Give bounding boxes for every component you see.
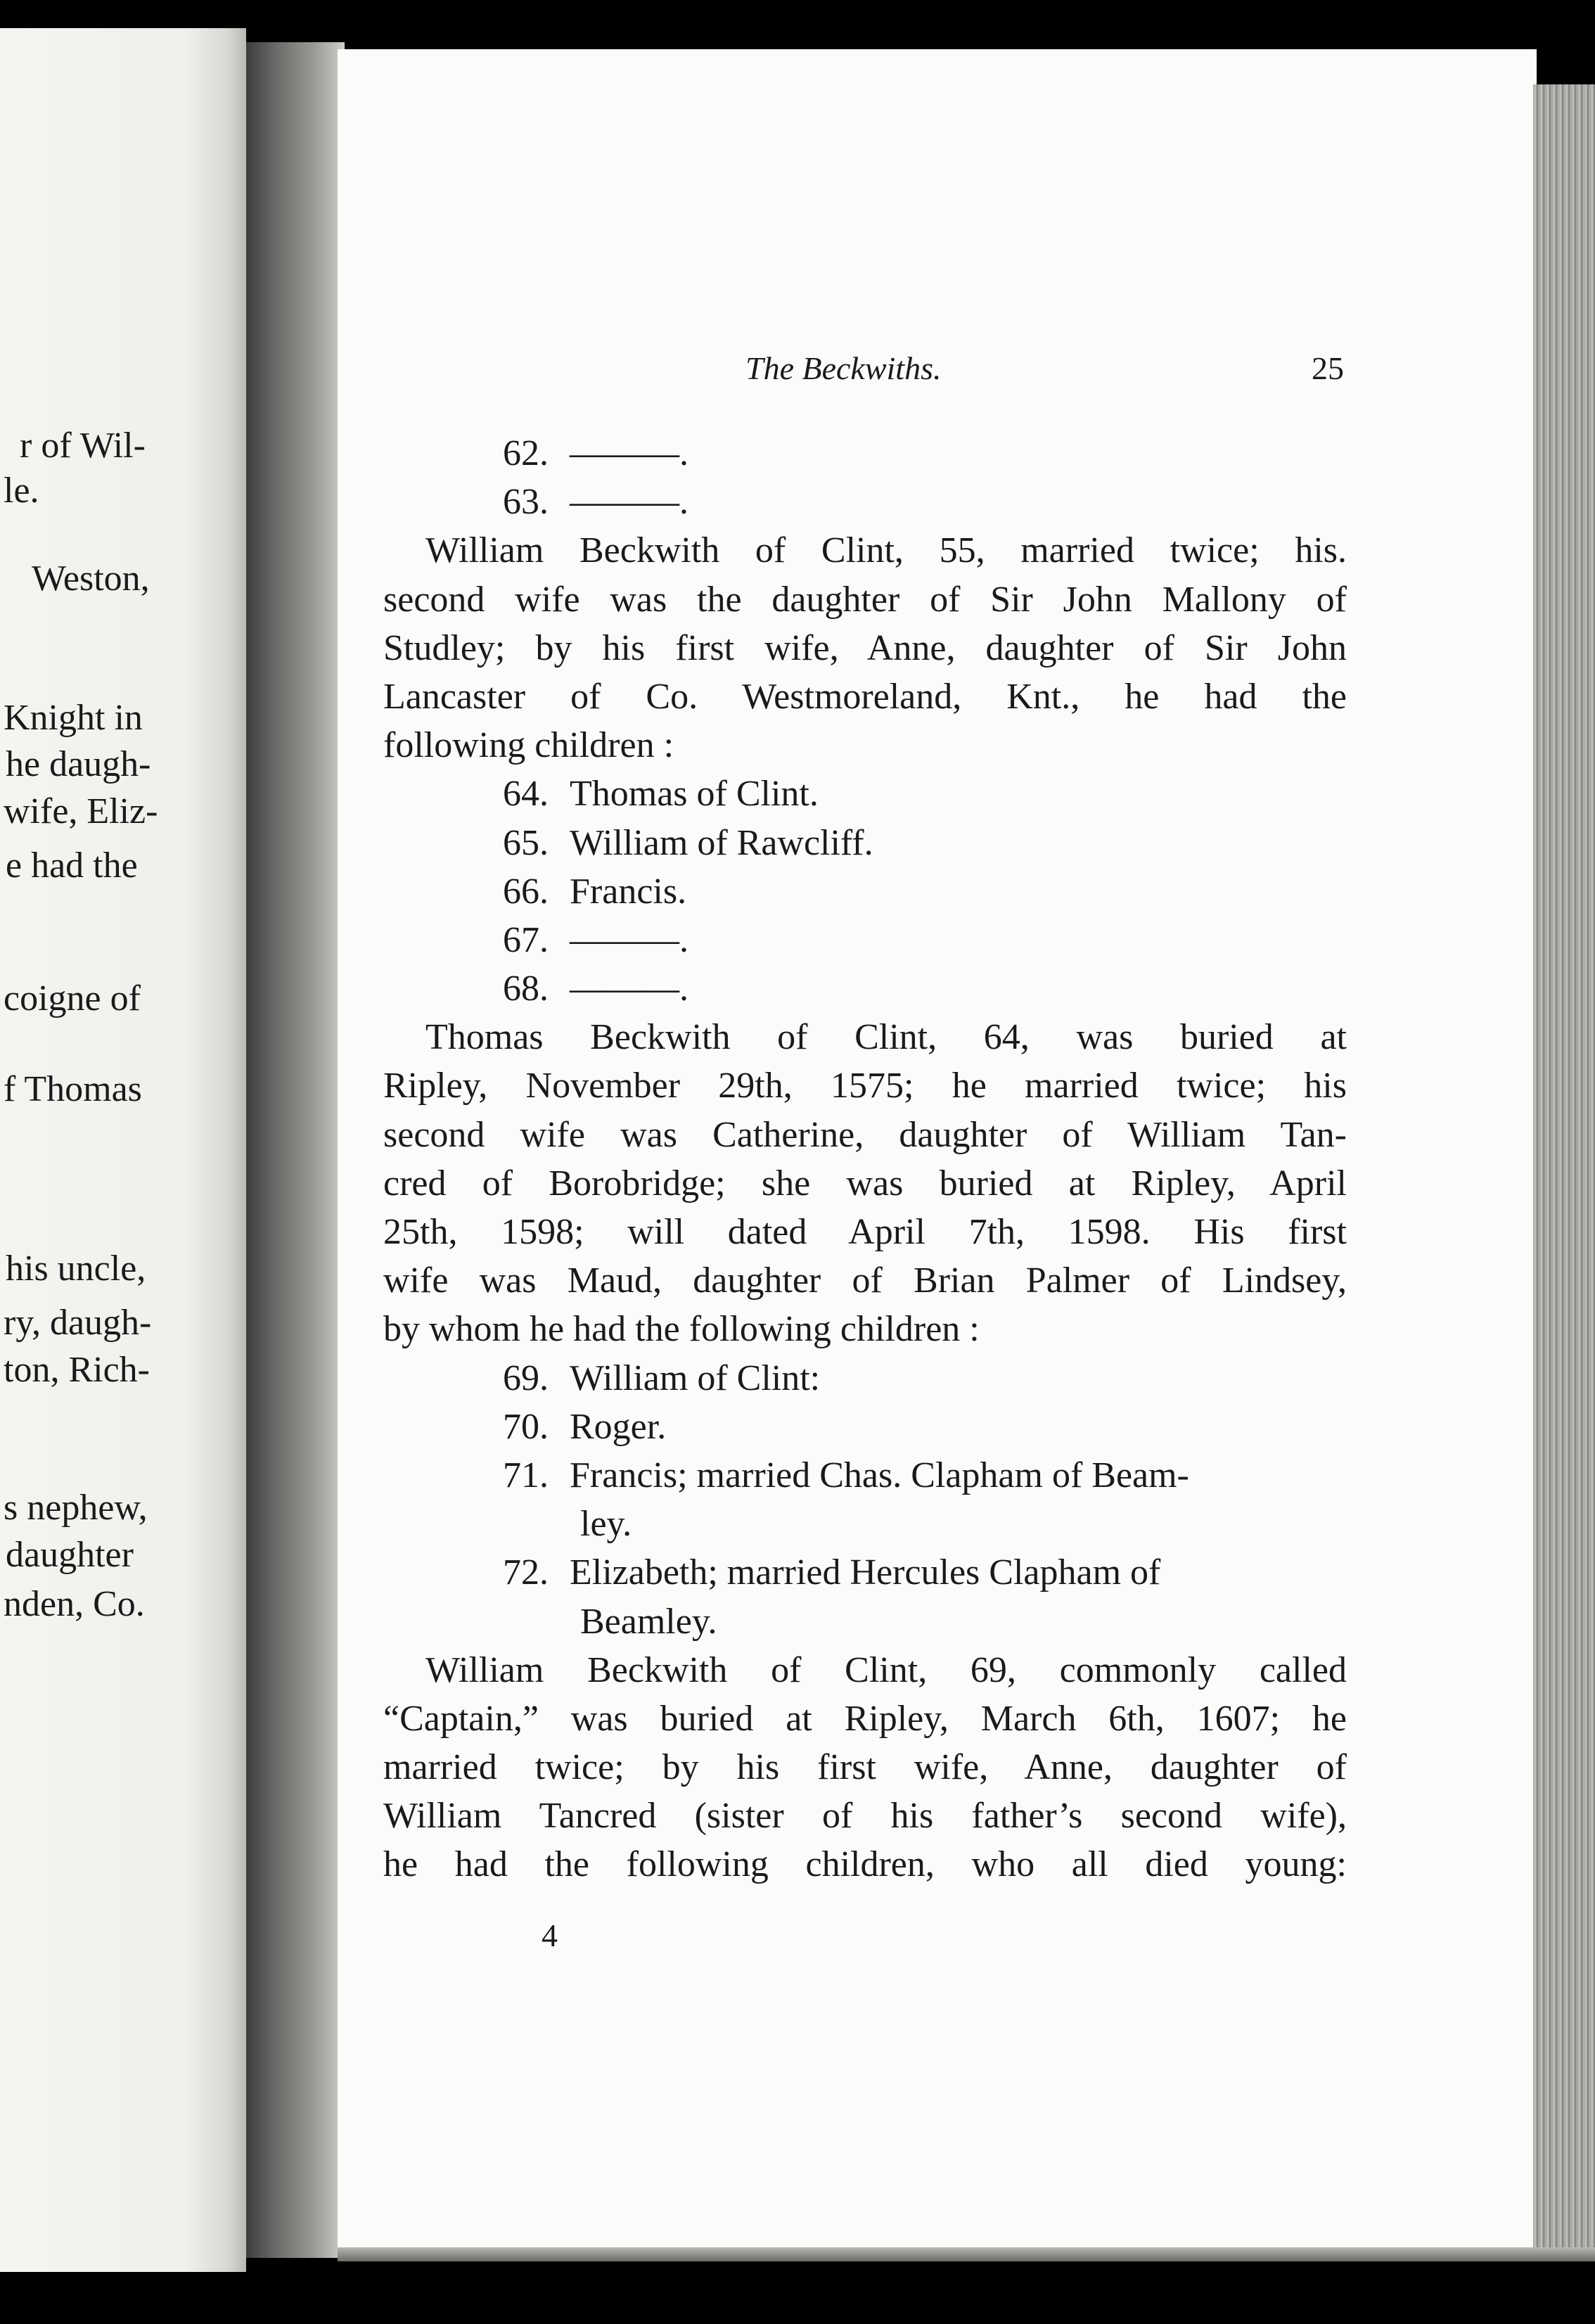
- entry-number: 65.: [503, 822, 549, 863]
- left-page-line: le.: [4, 471, 39, 511]
- left-page-line: daughter: [6, 1535, 134, 1575]
- left-facing-page: [0, 28, 246, 2272]
- left-page-line: his uncle,: [6, 1249, 146, 1289]
- entry-text: William of Clint:: [570, 1358, 821, 1398]
- entry-text: ———.: [570, 433, 688, 473]
- left-page-line: ry, daugh-: [4, 1303, 152, 1343]
- book-gutter: [246, 42, 345, 2258]
- entry-text: Roger.: [570, 1406, 667, 1447]
- left-page-line: nden, Co.: [4, 1584, 145, 1624]
- paragraph-line: second wife was Catherine, daughter of William Tan-: [383, 1114, 1347, 1155]
- entry-text: Francis; married Chas. Clapham of Beam-: [570, 1455, 1189, 1495]
- paragraph-line: “Captain,” was buried at Ripley, March 6th, 1607; he: [383, 1698, 1347, 1739]
- left-page-line: e had the: [6, 845, 138, 886]
- entry-number: 72.: [503, 1552, 549, 1593]
- list-item: [383, 1354, 1347, 1403]
- entry-text: Francis.: [570, 871, 687, 912]
- page-body: [383, 429, 1347, 1889]
- entry-continuation: ley.: [580, 1504, 632, 1545]
- entry-number: 63.: [503, 482, 549, 523]
- page-fore-edge: [1533, 84, 1595, 2254]
- entry-continuation: Beamley.: [580, 1601, 717, 1642]
- left-page-line: wife, Eliz-: [4, 791, 158, 831]
- page-number: 25: [1312, 350, 1344, 386]
- left-page-line: r of Wil-: [20, 426, 146, 466]
- entry-text: Elizabeth; married Hercules Clapham of: [570, 1552, 1161, 1593]
- list-item: [383, 964, 1347, 1013]
- list-item: [383, 916, 1347, 964]
- list-item: [383, 1403, 1347, 1451]
- entry-number: 68.: [503, 969, 549, 1009]
- paragraph-line: Ripley, November 29th, 1575; he married twice; his: [383, 1066, 1347, 1106]
- entry-text: William of Rawcliff.: [570, 822, 873, 863]
- paragraph-line: 25th, 1598; will dated April 7th, 1598. His first: [383, 1212, 1347, 1252]
- left-page-line: Knight in: [4, 698, 143, 738]
- paragraph-line: he had the following children, who all died young:: [383, 1844, 1347, 1885]
- page-bottom-edge: [338, 2247, 1595, 2261]
- paragraph-line: Lancaster of Co. Westmoreland, Knt., he had the: [383, 676, 1347, 717]
- paragraph-line: by whom he had the following children :: [383, 1309, 980, 1350]
- paragraph-line: cred of Borobridge; she was buried at Ripley, April: [383, 1163, 1347, 1204]
- paragraph-line: William Beckwith of Clint, 69, commonly called: [425, 1649, 1347, 1690]
- list-item: [383, 770, 1347, 818]
- signature-mark: 4: [542, 1917, 558, 1953]
- left-page-line: s nephew,: [4, 1488, 148, 1528]
- entry-number: 64.: [503, 774, 549, 815]
- left-page-line: f Thomas: [4, 1069, 142, 1109]
- left-page-line: Weston,: [32, 558, 150, 599]
- running-head-title: The Beckwiths.: [745, 350, 942, 386]
- entry-text: ———.: [570, 482, 688, 523]
- list-item: [383, 819, 1347, 867]
- list-item: [383, 1451, 1347, 1500]
- paragraph-line: following children :: [383, 725, 674, 766]
- paragraph-line: wife was Maud, daughter of Brian Palmer of Lindsey,: [383, 1260, 1347, 1301]
- left-page-line: he daugh-: [6, 744, 151, 784]
- list-item: [383, 1548, 1347, 1597]
- entry-text: Thomas of Clint.: [570, 774, 819, 815]
- entry-number: 69.: [503, 1358, 549, 1398]
- left-page-line: coigne of: [4, 978, 141, 1019]
- paragraph-line: Studley; by his first wife, Anne, daughter of Sir John: [383, 627, 1347, 668]
- paragraph-line: William Beckwith of Clint, 55, married twice; his.: [425, 530, 1347, 571]
- entry-number: 70.: [503, 1406, 549, 1447]
- left-page-line: ton, Rich-: [4, 1350, 150, 1390]
- list-item: [383, 867, 1347, 916]
- entry-number: 62.: [503, 433, 549, 473]
- paragraph-line: William Tancred (sister of his father’s second wife),: [383, 1796, 1347, 1837]
- list-item: [383, 478, 1347, 526]
- entry-text: ———.: [570, 969, 688, 1009]
- paragraph-line: second wife was the daughter of Sir John Mallony of: [383, 579, 1347, 620]
- paragraph-line: married twice; by his first wife, Anne, daughter of: [383, 1747, 1347, 1788]
- entry-number: 66.: [503, 871, 549, 912]
- list-item: [383, 429, 1347, 478]
- entry-number: 67.: [503, 919, 549, 960]
- paragraph-line: Thomas Beckwith of Clint, 64, was buried at: [425, 1017, 1347, 1058]
- entry-text: ———.: [570, 919, 688, 960]
- entry-number: 71.: [503, 1455, 549, 1495]
